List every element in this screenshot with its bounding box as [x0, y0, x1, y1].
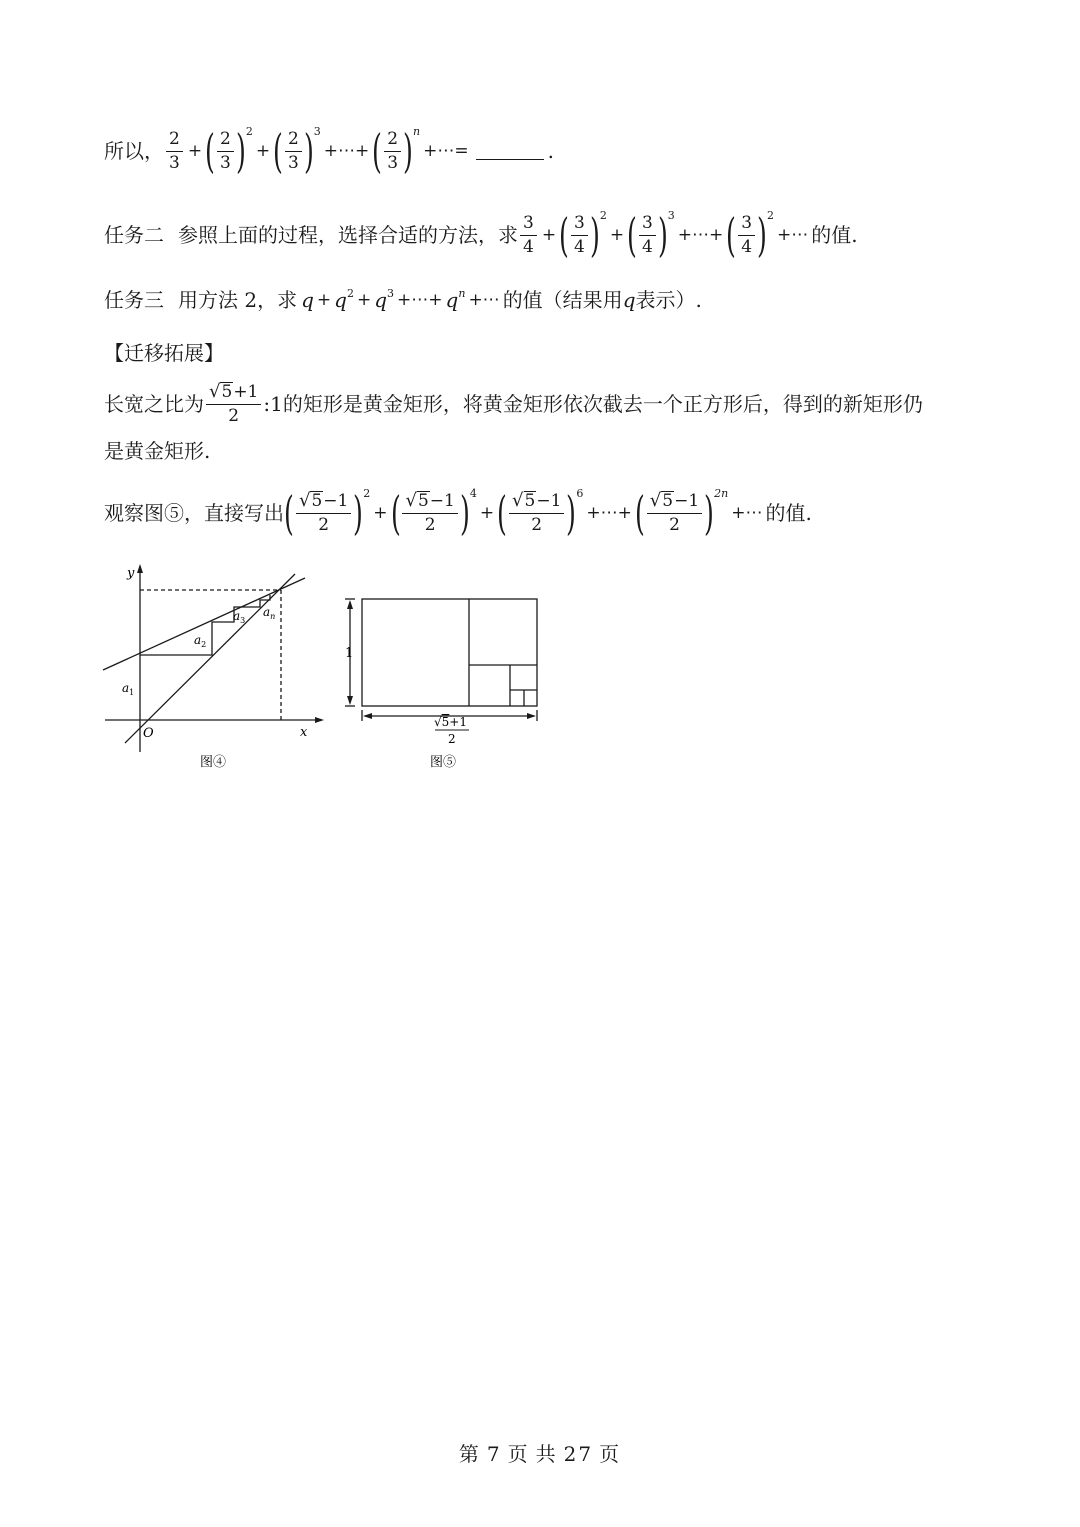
- arrow-right-icon: [527, 713, 536, 719]
- arrow-left-icon: [363, 713, 372, 719]
- height-label: 1: [345, 646, 354, 661]
- page-footer: 第 7 页 共 27 页: [458, 1442, 622, 1466]
- figure-5-diagram: [335, 590, 550, 775]
- task-three-label: 任务三: [104, 288, 164, 312]
- y-axis-arrow-icon: [137, 564, 143, 573]
- answer-blank: [476, 143, 544, 160]
- origin-label: O: [143, 726, 154, 741]
- figure-5-caption: 图⑤: [430, 755, 457, 770]
- golden-rect-paragraph-line1: 长宽之比为 √ 5 +1 2 :1的矩形是黄金矩形，将黄金矩形依次截去一个正方形后，得到的新矩形仍: [104, 381, 923, 426]
- prefix-text: 所以，: [104, 139, 164, 163]
- figure-4-diagram: [100, 560, 330, 775]
- a1-label: $a_1$: [122, 681, 135, 697]
- line-shallow: [103, 578, 305, 670]
- observe-line: 观察图⑤，直接写出 ( √ 5 −1 2 ) 2 + ( √ 5 −1 2 ) 4 + ( √ 5 −1 2 ) 6 +⋯+ ( √ 5 −1 2 ) 2n +⋯ 的值.: [104, 486, 812, 540]
- sum-line-two-thirds: 所以， $\frac{2}{3}$ + ( $\frac{2}{3}$ ) 2 + ( $\frac{2}{3}$ ) 3 +⋯+ ( $\frac{2}{3}$ ) n +⋯= .: [104, 124, 554, 178]
- x-label: x: [300, 725, 308, 740]
- task-two-label: 任务二: [104, 223, 164, 247]
- arrow-up-icon: [347, 600, 353, 609]
- a3-label: $a_3$: [233, 609, 246, 625]
- section-heading: 【迁移拓展】: [104, 341, 224, 365]
- arrow-down-icon: [347, 696, 353, 705]
- task-three-line: 任务三 用方法 2，求 q + q 2 + q 3 +⋯+ q n +⋯ 的值（结果用 q 表示）.: [104, 287, 702, 312]
- golden-rect-paragraph-line2: 是黄金矩形.: [104, 439, 211, 463]
- x-axis-arrow-icon: [315, 717, 324, 723]
- figure-4-caption: 图④: [200, 755, 227, 770]
- task-two-line: 任务二 参照上面的过程，选择合适的方法，求 $\frac{3}{4}$ + ( $\frac{3}{4}$ ) 2 + ( $\frac{3}{4}$ ) 3 +⋯+ ( $\frac{3}{4}$ ) 2 +⋯ 的值.: [104, 208, 858, 262]
- y-label: y: [127, 566, 135, 581]
- width-label-den: 2: [448, 732, 456, 746]
- fraction: $\frac{2}{3}$: [166, 130, 183, 172]
- width-label-num: √5+1: [434, 715, 467, 729]
- an-label: $a_n$: [263, 605, 276, 621]
- a2-label: $a_2$: [194, 633, 207, 649]
